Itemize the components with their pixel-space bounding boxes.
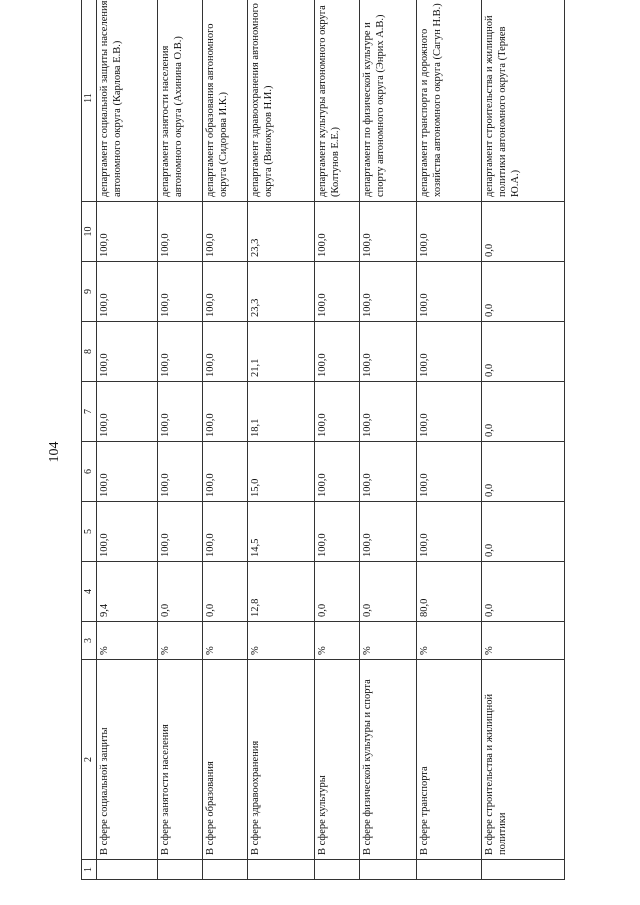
value-cell: 18,1 — [248, 382, 315, 442]
table-row — [417, 0, 482, 880]
table-row — [482, 0, 565, 880]
value-cell: 100,0 — [203, 322, 248, 382]
value-cell: 14,5 — [248, 502, 315, 562]
responsible-cell: департамент культуры автономного округа (Колтунов Е.Е.) — [315, 0, 360, 202]
first-col-cell — [97, 860, 158, 880]
unit-cell: % — [158, 622, 203, 660]
responsible-cell: департамент образования автономного округа (Сидорова И.К.) — [203, 0, 248, 202]
table-row — [97, 0, 158, 880]
value-cell: 100,0 — [203, 382, 248, 442]
value-cell: 100,0 — [203, 442, 248, 502]
value-cell: 0,0 — [482, 502, 565, 562]
value-cell: 12,8 — [248, 562, 315, 622]
value-cell: 100,0 — [158, 502, 203, 562]
responsible-cell: департамент здравоохранения автономного округа (Винокуров Н.И.) — [248, 0, 315, 202]
first-col-cell — [203, 860, 248, 880]
area-cell: В сфере транспорта — [417, 660, 482, 860]
area-cell: В сфере строительства и жилищной политики — [482, 660, 565, 860]
area-cell: В сфере здравоохранения — [248, 660, 315, 860]
unit-cell: % — [203, 622, 248, 660]
value-cell: 0,0 — [482, 382, 565, 442]
first-col-cell — [417, 860, 482, 880]
value-cell: 100,0 — [97, 502, 158, 562]
value-cell: 100,0 — [360, 442, 417, 502]
value-cell: 0,0 — [315, 562, 360, 622]
unit-cell: % — [248, 622, 315, 660]
area-cell: В сфере социальной защиты — [97, 660, 158, 860]
value-cell: 100,0 — [417, 382, 482, 442]
value-cell: 100,0 — [417, 322, 482, 382]
value-cell: 100,0 — [315, 382, 360, 442]
header-cell: 7 — [82, 382, 97, 442]
header-cell: 8 — [82, 322, 97, 382]
value-cell: 100,0 — [360, 322, 417, 382]
unit-cell: % — [315, 622, 360, 660]
table-row — [158, 0, 203, 880]
responsible-cell: департамент социальной защиты населения автономного округа (Карлова Е.В.) — [97, 0, 158, 202]
value-cell: 100,0 — [97, 202, 158, 262]
value-cell: 0,0 — [482, 562, 565, 622]
value-cell: 0,0 — [482, 202, 565, 262]
value-cell: 23,3 — [248, 262, 315, 322]
first-col-cell — [158, 860, 203, 880]
value-cell: 100,0 — [417, 442, 482, 502]
value-cell: 100,0 — [203, 502, 248, 562]
value-cell: 100,0 — [315, 442, 360, 502]
value-cell: 100,0 — [315, 202, 360, 262]
value-cell: 21,1 — [248, 322, 315, 382]
rotated-table-container — [81, 0, 561, 880]
value-cell: 100,0 — [203, 202, 248, 262]
value-cell: 0,0 — [482, 262, 565, 322]
value-cell: 100,0 — [158, 262, 203, 322]
indicator-table — [81, 0, 565, 880]
value-cell: 23,3 — [248, 202, 315, 262]
value-cell: 0,0 — [203, 562, 248, 622]
header-cell: 11 — [82, 0, 97, 202]
value-cell: 80,0 — [417, 562, 482, 622]
unit-cell: % — [417, 622, 482, 660]
header-cell: 5 — [82, 502, 97, 562]
page-number: 104 — [47, 441, 62, 463]
header-cell: 10 — [82, 202, 97, 262]
value-cell: 100,0 — [360, 202, 417, 262]
table-row — [315, 0, 360, 880]
header-cell: 9 — [82, 262, 97, 322]
value-cell: 100,0 — [315, 262, 360, 322]
table-row — [203, 0, 248, 880]
first-col-cell — [248, 860, 315, 880]
unit-cell: % — [360, 622, 417, 660]
value-cell: 100,0 — [315, 322, 360, 382]
header-cell: 6 — [82, 442, 97, 502]
value-cell: 100,0 — [360, 382, 417, 442]
area-cell: В сфере физической культуры и спорта — [360, 660, 417, 860]
responsible-cell: департамент занятости населения автономного округа (Ахинина О.В.) — [158, 0, 203, 202]
header-row — [82, 0, 97, 880]
unit-cell: % — [97, 622, 158, 660]
header-cell: 2 — [82, 660, 97, 860]
value-cell: 100,0 — [97, 322, 158, 382]
value-cell: 100,0 — [417, 202, 482, 262]
value-cell: 100,0 — [360, 262, 417, 322]
header-cell: 4 — [82, 562, 97, 622]
value-cell: 100,0 — [158, 442, 203, 502]
first-col-cell — [315, 860, 360, 880]
first-col-cell — [482, 860, 565, 880]
value-cell: 100,0 — [360, 502, 417, 562]
value-cell: 100,0 — [158, 202, 203, 262]
value-cell: 15,0 — [248, 442, 315, 502]
header-cell: 1 — [82, 860, 97, 880]
value-cell: 100,0 — [417, 502, 482, 562]
value-cell: 0,0 — [158, 562, 203, 622]
value-cell: 100,0 — [97, 442, 158, 502]
first-col-cell — [360, 860, 417, 880]
area-cell: В сфере культуры — [315, 660, 360, 860]
value-cell: 100,0 — [158, 322, 203, 382]
area-cell: В сфере образования — [203, 660, 248, 860]
value-cell: 100,0 — [97, 262, 158, 322]
value-cell: 100,0 — [417, 262, 482, 322]
unit-cell: % — [482, 622, 565, 660]
responsible-cell: департамент строительства и жилищной политики автономного округа (Теряев Ю.А.) — [482, 0, 565, 202]
value-cell: 100,0 — [203, 262, 248, 322]
value-cell: 100,0 — [97, 382, 158, 442]
value-cell: 0,0 — [482, 442, 565, 502]
responsible-cell: департамент транспорта и дорожного хозяйства автономного округа (Сагун Н.В.) — [417, 0, 482, 202]
table-row — [360, 0, 417, 880]
value-cell: 100,0 — [315, 502, 360, 562]
header-cell: 3 — [82, 622, 97, 660]
responsible-cell: департамент по физической культуре и спорту автономного округа (Энрих А.В.) — [360, 0, 417, 202]
area-cell: В сфере занятости населения — [158, 660, 203, 860]
table-row — [248, 0, 315, 880]
value-cell: 9,4 — [97, 562, 158, 622]
value-cell: 0,0 — [360, 562, 417, 622]
value-cell: 0,0 — [482, 322, 565, 382]
value-cell: 100,0 — [158, 382, 203, 442]
